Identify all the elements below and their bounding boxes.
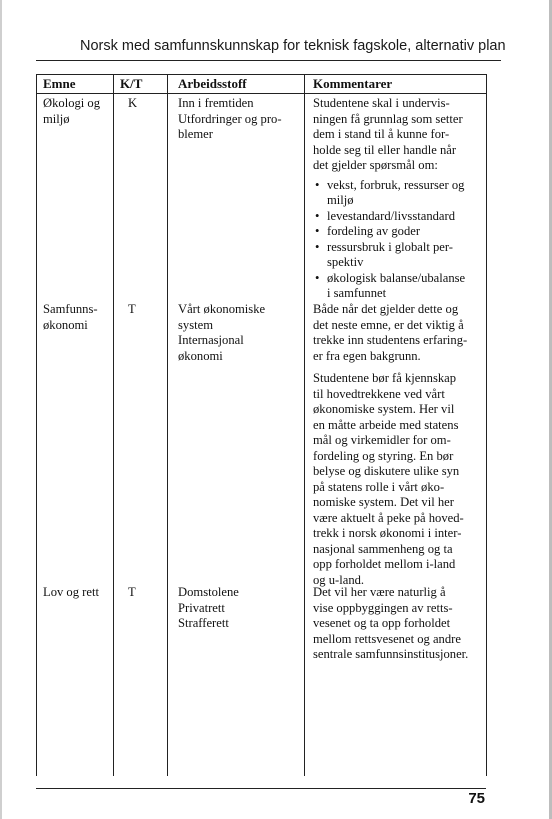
cell-kt [128,585,158,601]
cell-kommentarer [313,96,485,302]
column-header-kommentarer: Kommentarer [313,76,393,91]
text-line: Utfordringer og pro- [178,111,282,126]
text-line: vise oppbyggingen av retts- [313,600,453,615]
text-line: trekke inn studentens erfaring- [313,333,468,347]
cell-kommentarer [313,302,485,595]
text-line: T [128,302,136,316]
comment-paragraph [313,585,485,663]
text-line: være aktuelt å peke på hoved- [313,510,464,525]
bullet-list [313,178,485,302]
header-row-rule [37,93,486,94]
curriculum-table [36,74,487,776]
text-line: økologisk balanse/ubalanse [327,270,466,285]
text-line: vekst, forbruk, ressurser og [327,177,465,192]
text-line: ressursbruk i globalt per- [327,239,454,254]
text-line: levestandard/livsstandard [327,208,455,223]
text-line: Studentene bør få kjennskap [313,371,457,385]
list-item [313,209,485,225]
text-line: opp forholdet mellom i-land [313,557,456,571]
list-item [313,240,485,271]
text-line: Lov og rett [43,585,99,599]
bullet-icon: • [315,239,320,254]
text-line: spektiv [327,255,364,269]
bullet-icon: • [315,224,320,238]
comment-paragraph [313,302,485,364]
cell-arbeidsstoff [178,585,300,632]
text-line: miljø [43,111,70,126]
footer-rule [36,788,486,789]
bullet-icon: • [315,177,320,192]
text-line: nasjonal sammenheng og ta [313,541,453,556]
cell-arbeidsstoff [178,302,300,364]
text-line: mellom rettsvesenet og andre [313,631,461,646]
text-line: ningen få grunnlag som setter [313,111,463,126]
text-line: belyse og diskutere ulike syn [313,464,460,478]
text-line: mål og virkemidler for om- [313,433,451,447]
text-line: fordeling og styring. En bør [313,448,454,463]
text-line: økonomiske system. Her vil [313,402,455,416]
scan-left-edge [0,0,2,819]
cell-arbeidsstoff [178,96,300,143]
running-header: Norsk med samfunnskunnskap for teknisk fagskole, alternativ plan [80,38,506,54]
text-line: Vårt økonomiske [178,302,266,316]
text-line: Privatrett [178,600,225,615]
text-line: nomiske system. Det vil her [313,495,454,509]
text-line: trekk i norsk økonomi i inter- [313,526,462,540]
text-line: i samfunnet [327,286,387,300]
text-line: Samfunns- [43,302,98,316]
text-line: fordeling av goder [327,224,421,238]
text-line: økonomi [43,317,88,332]
text-line: sentrale samfunnsinstitusjoner. [313,647,469,661]
list-item [313,224,485,240]
text-line: Både når det gjelder dette og [313,302,459,316]
text-line: Det vil her være naturlig å [313,585,446,599]
comment-paragraph [313,96,485,174]
text-line: på statens rolle i vårt øko- [313,479,445,494]
text-line: holde seg til eller handle når [313,142,457,157]
bullet-icon: • [315,270,320,285]
cell-kt [128,302,158,318]
column-header-kt: K/T [120,76,143,91]
text-line: blemer [178,127,213,141]
list-item [313,178,485,209]
text-line: Inn i fremtiden [178,96,254,110]
comment-paragraph [313,371,485,588]
text-line: miljø [327,193,354,207]
list-item [313,271,485,302]
text-line: Strafferett [178,616,229,630]
text-line: en måtte arbeide med statens [313,417,459,432]
column-divider-1 [113,75,114,776]
bullet-icon: • [315,208,320,223]
column-divider-3 [304,75,305,776]
cell-emne [43,302,111,333]
cell-emne [43,96,111,127]
cell-kt [128,96,158,112]
page-number: 75 [468,790,485,807]
text-line: Domstolene [178,585,239,599]
text-line: T [128,585,136,599]
column-divider-2 [167,75,168,776]
text-line: Studentene skal i undervis- [313,96,450,110]
column-header-emne: Emne [43,76,76,91]
text-line: system [178,317,213,332]
text-line: er fra egen bakgrunn. [313,348,421,363]
text-line: det gjelder spørsmål om: [313,158,438,172]
text-line: Internasjonal [178,333,244,347]
cell-emne [43,585,111,601]
text-line: K [128,96,138,110]
cell-kommentarer [313,585,485,670]
text-line: dem i stand til å kunne for- [313,127,450,141]
text-line: til hovedtrekkene ved vårt [313,386,445,401]
column-header-arbeidsstoff: Arbeidsstoff [178,76,247,91]
text-line: Økologi og [43,96,101,110]
text-line: økonomi [178,348,223,363]
text-line: det neste emne, er det viktig å [313,317,464,332]
text-line: og u-land. [313,572,365,587]
header-rule [36,60,501,61]
text-line: vesenet og ta opp forholdet [313,616,451,630]
